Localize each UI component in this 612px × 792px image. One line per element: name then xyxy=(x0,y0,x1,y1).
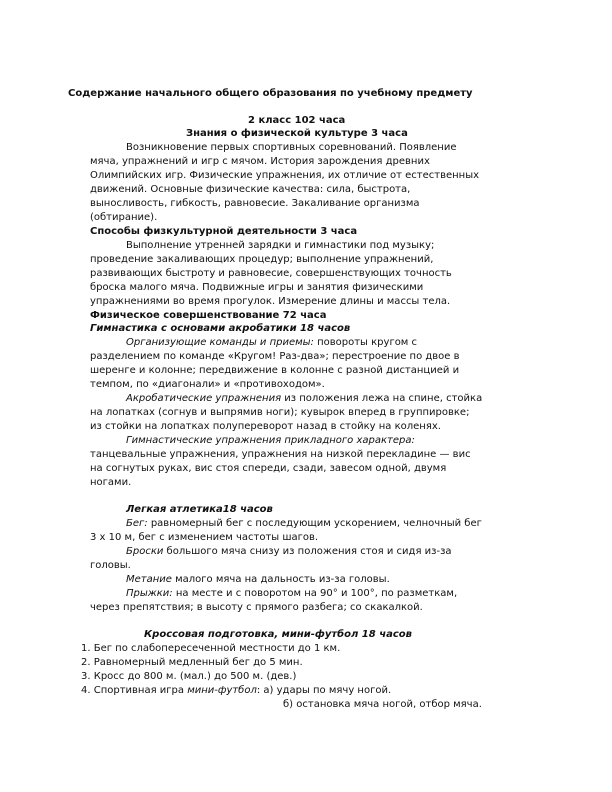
term-applied-gymnastics: Гимнастические упражнения прикладного характера: xyxy=(126,435,415,446)
gymnastics-paragraph-1 xyxy=(126,336,417,350)
grade-heading: 2 класс 102 часа xyxy=(248,115,346,126)
paragraph-text: повороты кругом с xyxy=(313,337,418,348)
gymnastics-line: из стойки на лопатках полупереворот назад в стойку на коленях. xyxy=(90,421,441,432)
term-acrobatic-exercises: Акробатические упражнения xyxy=(126,393,282,404)
improvement-heading: Физическое совершенствование 72 часа xyxy=(90,310,327,321)
knowledge-line: движений. Основные физические качества: сила, быстрота, xyxy=(90,184,411,195)
gymnastics-line: на лопатках (согнув и выпрямив ноги); кувырок вперед в группировке; xyxy=(90,407,470,418)
gymnastics-line: на согнутых руках, вис стоя спереди, сзади, завесом одной, двумя xyxy=(90,463,447,474)
athletics-paragraph-run xyxy=(126,517,482,531)
knowledge-line: выносливость, гибкость, равновесие. Закаливание организма xyxy=(90,198,420,209)
methods-line: развивающих быстроту и равновесие, совершенствующих точность xyxy=(90,268,452,279)
paragraph-text: большого мяча снизу из положения стоя и сидя из-за xyxy=(163,546,452,557)
methods-heading: Способы физкультурной деятельности 3 часа xyxy=(90,226,358,237)
athletics-line: через препятствия; в высоту с прямого разбега; со скакалкой. xyxy=(90,602,423,613)
paragraph-text: на месте и с поворотом на 90° и 100°, по разметкам, xyxy=(172,588,458,599)
cross-list-item: 3. Кросс до 800 м. (мал.) до 500 м. (дев.) xyxy=(81,671,297,682)
term-mini-football: мини-футбол xyxy=(187,685,257,696)
gymnastics-paragraph-2 xyxy=(126,392,482,406)
methods-line: Выполнение утренней зарядки и гимнастики под музыку; xyxy=(126,240,435,251)
athletics-line: головы. xyxy=(90,560,131,571)
gymnastics-heading: Гимнастика с основами акробатики 18 часов xyxy=(90,323,351,334)
knowledge-heading: Знания о физической культуре 3 часа xyxy=(186,128,408,139)
gymnastics-line: танцевальные упражнения, упражнения на низкой перекладине — вис xyxy=(90,449,471,460)
gymnastics-paragraph-3 xyxy=(126,434,415,448)
gymnastics-line: шеренге и колонне; передвижение в колонне с разной дистанцией и xyxy=(90,365,460,376)
paragraph-text: малого мяча на дальность из-за головы. xyxy=(171,574,390,585)
list-text: : а) удары по мячу ногой. xyxy=(256,685,392,696)
list-text: 4. Спортивная игра xyxy=(81,685,188,696)
cross-heading: Кроссовая подготовка, мини-футбол 18 часов xyxy=(144,629,412,640)
methods-line: упражнениями во время прогулок. Измерение длины и массы тела. xyxy=(90,296,451,307)
gymnastics-line: ногами. xyxy=(90,477,132,488)
cross-list-item: 2. Равномерный медленный бег до 5 мин. xyxy=(81,657,303,668)
gymnastics-line: темпом, по «диагонали» и «противоходом». xyxy=(90,379,325,390)
athletics-paragraph-throwing xyxy=(126,573,390,587)
cross-list-item xyxy=(81,684,391,698)
knowledge-line: Возникновение первых спортивных соревнований. Появление xyxy=(126,142,457,153)
methods-line: броска малого мяча. Подвижные игры и занятия физическими xyxy=(90,282,424,293)
gymnastics-line: разделением по команде «Кругом! Раз-два»; перестроение по двое в xyxy=(90,351,460,362)
athletics-paragraph-jumps xyxy=(126,587,457,601)
knowledge-line: мяча, упражнений и игр с мячом. История зарождения древних xyxy=(90,156,430,167)
term-throwing: Метание xyxy=(126,574,172,585)
term-throws: Броски xyxy=(126,546,164,557)
athletics-heading: Легкая атлетика18 часов xyxy=(126,504,273,515)
term-run: Бег: xyxy=(126,518,148,529)
term-organizing-commands: Организующие команды и приемы: xyxy=(126,337,314,348)
cross-list-subitem: б) остановка мяча ногой, отбор мяча. xyxy=(283,699,482,710)
document-title: Содержание начального общего образования по учебному предмету xyxy=(68,88,473,99)
knowledge-line: (обтирание). xyxy=(90,212,158,223)
knowledge-line: Олимпийских игр. Физические упражнения, их отличие от естественных xyxy=(90,170,480,181)
cross-list-item: 1. Бег по слабопересеченной местности до 1 км. xyxy=(81,643,341,654)
methods-line: проведение закаливающих процедур; выполнение упражнений, xyxy=(90,254,434,265)
athletics-paragraph-throws xyxy=(126,545,452,559)
paragraph-text: равномерный бег с последующим ускорением, челночный бег xyxy=(147,518,482,529)
paragraph-text: из положения лежа на спине, стойка xyxy=(281,393,483,404)
athletics-line: 3 х 10 м, бег с изменением частоты шагов. xyxy=(90,532,319,543)
term-jumps: Прыжки: xyxy=(126,588,173,599)
